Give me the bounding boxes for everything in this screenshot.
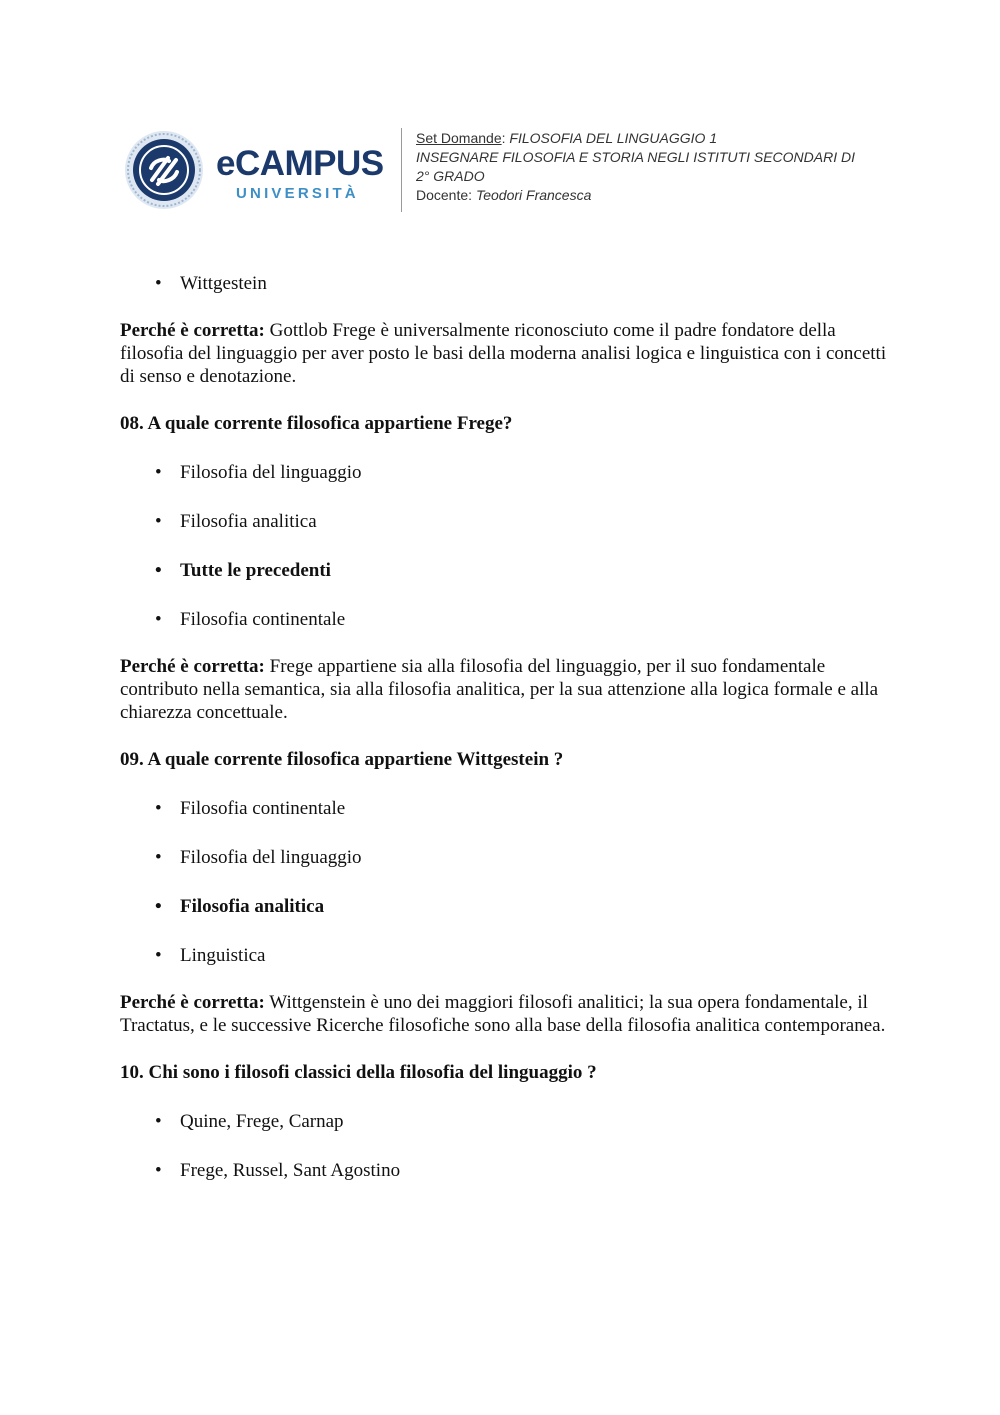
list-item: • Linguistica: [120, 944, 890, 967]
question-10-options: [120, 1110, 890, 1182]
question-09-explanation: Perché è corretta: Wittgenstein è uno dei maggiori filosofi analitici; la sua opera fondamentale, il Tractatus, e le successive Ricerche filosofiche sono alla base della filosofia analitica contemporanea.: [120, 992, 886, 1036]
set-title: FILOSOFIA DEL LINGUAGGIO 1: [509, 130, 718, 146]
teacher-name: Teodori Francesca: [475, 187, 592, 203]
document-body: [120, 272, 890, 1182]
explanation-intro: Perché è corretta: Gottlob Frege è universalmente riconosciuto come il padre fondatore della filosofia del linguaggio per aver posto le basi della moderna analisi logica e linguistica con i concetti di senso e denotazione.: [120, 320, 887, 387]
question-09-title: 09. A quale corrente filosofica appartiene Wittgestein ?: [120, 749, 564, 770]
list-item: • Filosofia analitica: [120, 510, 890, 533]
header-divider: [401, 128, 402, 212]
course-line-2: 2° GRADO: [416, 168, 485, 184]
ecampus-logo: [120, 126, 390, 216]
list-item: • Filosofia del linguaggio: [120, 846, 890, 869]
question-08-title: 08. A quale corrente filosofica appartiene Frege?: [120, 413, 513, 434]
teacher-line: [416, 186, 896, 205]
list-item: • Wittgestein: [120, 272, 890, 295]
correct-answer: • Filosofia analitica: [120, 895, 890, 918]
list-item: • Filosofia continentale: [120, 608, 890, 631]
list-item: • Filosofia del linguaggio: [120, 461, 890, 484]
list-item: • Quine, Frege, Carnap: [120, 1110, 890, 1133]
correct-answer: • Tutte le precedenti: [120, 559, 890, 582]
set-label: Set Domande: [416, 130, 502, 146]
question-09-options: [120, 797, 890, 967]
set-line: Set Domande: FILOSOFIA DEL LINGUAGGIO 1: [416, 130, 718, 146]
question-10-title: 10. Chi sono i filosofi classici della filosofia del linguaggio ?: [120, 1062, 597, 1083]
university-seal-icon: [124, 130, 204, 210]
teacher-label: Docente:: [416, 187, 473, 203]
course-line-1: INSEGNARE FILOSOFIA E STORIA NEGLI ISTITUTI SECONDARI DI: [416, 149, 855, 165]
header-info: [416, 129, 896, 205]
logo-wordmark: eCAMPUS: [216, 144, 384, 183]
intro-options-list: [120, 272, 890, 295]
list-item: • Filosofia continentale: [120, 797, 890, 820]
list-item: • Frege, Russel, Sant Agostino: [120, 1159, 890, 1182]
question-08-explanation: Perché è corretta: Frege appartiene sia alla filosofia del linguaggio, per il suo fondamentale contributo nella semantica, sia alla filosofia analitica, per la sua attenzione alla logica formale e alla chiarezza concettuale.: [120, 656, 879, 723]
logo-subtitle: UNIVERSITÀ: [236, 185, 359, 202]
question-08-options: [120, 461, 890, 631]
page-header: [120, 126, 900, 216]
